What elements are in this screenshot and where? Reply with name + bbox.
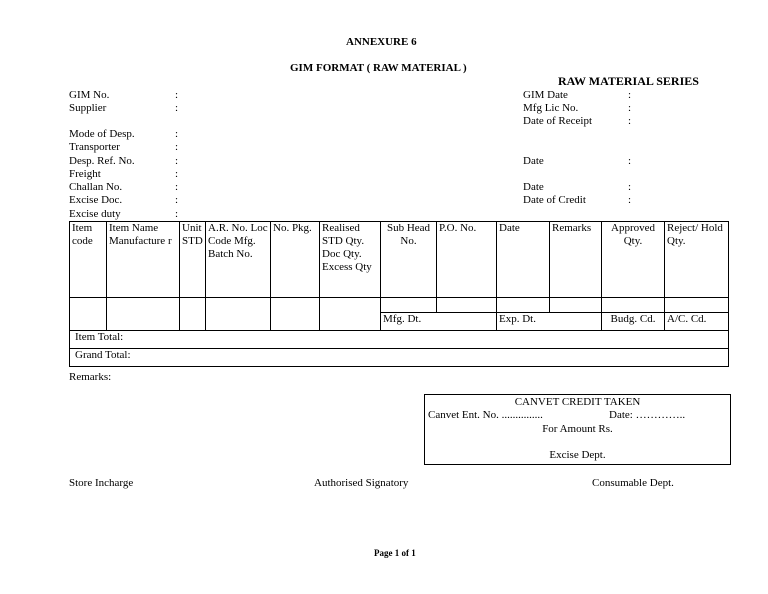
header-remarks: Remarks [550,222,602,298]
colon: : [175,102,179,114]
colon: : [628,194,632,206]
header-reject: Reject/ Hold Qty. [665,222,729,298]
field-date-of-credit: Date of Credit [523,194,586,206]
header-item-name: Item Name Manufacture r [107,222,180,298]
grand-total-label: Grand Total: [70,349,729,367]
colon: : [175,89,179,101]
field-gim-no: GIM No. [69,89,110,101]
field-date: Date [523,155,544,167]
field-mfg-lic-no: Mfg Lic No. [523,102,579,114]
field-date: Date [523,181,544,193]
colon: : [175,168,179,180]
authorised-signatory: Authorised Signatory [314,477,409,489]
canvet-title: CANVET CREDIT TAKEN [514,396,641,408]
field-gim-date: GIM Date [523,89,568,101]
page-number: Page 1 of 1 [374,548,416,558]
colon: : [628,89,632,101]
table-row [70,298,729,313]
cell-approved[interactable] [602,298,665,313]
colon: : [175,181,179,193]
mfg-dt-label: Mfg. Dt. [381,313,497,331]
colon: : [175,194,179,206]
header-item-code: Item code [70,222,107,298]
item-total-row [70,331,729,349]
cell-ar-no[interactable] [206,298,271,331]
field-desp-ref-no: Desp. Ref. No. [69,155,135,167]
colon: : [628,115,632,127]
exp-dt-label: Exp. Dt. [497,313,602,331]
field-transporter: Transporter [69,141,120,153]
header-unit: Unit STD [180,222,206,298]
canvet-excise: Excise Dept. [549,449,606,461]
colon: : [628,155,632,167]
item-total-label: Item Total: [70,331,729,349]
colon: : [175,155,179,167]
colon: : [628,102,632,114]
cell-sub-head[interactable] [381,298,437,313]
annexure-title: ANNEXURE 6 [346,36,417,48]
colon: : [628,181,632,193]
colon: : [175,128,179,140]
cell-no-pkg[interactable] [271,298,320,331]
material-table [69,221,729,367]
field-freight: Freight [69,168,101,180]
canvet-date: Date: ………….. [609,409,686,421]
canvet-credit-box [424,394,731,465]
field-supplier: Supplier [69,102,107,114]
consumable-dept: Consumable Dept. [592,477,674,489]
cell-realised[interactable] [320,298,381,331]
field-date-of-receipt: Date of Receipt [523,115,593,127]
cell-item-code[interactable] [70,298,107,331]
field-challan-no: Challan No. [69,181,123,193]
canvet-ent-no: Canvet Ent. No. ............... [428,409,543,421]
series-title: RAW MATERIAL SERIES [558,74,699,88]
cell-date[interactable] [497,298,550,313]
header-approved: Approved Qty. [602,222,665,298]
header-realised: Realised STD Qty. Doc Qty. Excess Qty [320,222,381,298]
budg-cd-label: Budg. Cd. [602,313,665,331]
header-sub-head: Sub Head No. [381,222,437,298]
table-header-row [70,222,729,298]
cell-remarks[interactable] [550,298,602,313]
canvet-amount: For Amount Rs. [542,423,613,435]
header-date: Date [497,222,550,298]
remarks-label: Remarks: [69,371,112,383]
cell-po-no[interactable] [437,298,497,313]
grand-total-row [70,349,729,367]
cell-item-name[interactable] [107,298,180,331]
field-mode-of-desp: Mode of Desp. [69,128,135,140]
cell-unit[interactable] [180,298,206,331]
ac-cd-label: A/C. Cd. [665,313,729,331]
store-incharge: Store Incharge [69,477,134,489]
format-title: GIM FORMAT ( RAW MATERIAL ) [290,62,467,74]
cell-reject[interactable] [665,298,729,313]
field-excise-duty: Excise duty [69,208,121,220]
header-po-no: P.O. No. [437,222,497,298]
colon: : [175,208,179,220]
header-no-pkg: No. Pkg. [271,222,320,298]
field-excise-doc: Excise Doc. [69,194,123,206]
header-ar-no: A.R. No. Loc Code Mfg. Batch No. [206,222,271,298]
colon: : [175,141,179,153]
